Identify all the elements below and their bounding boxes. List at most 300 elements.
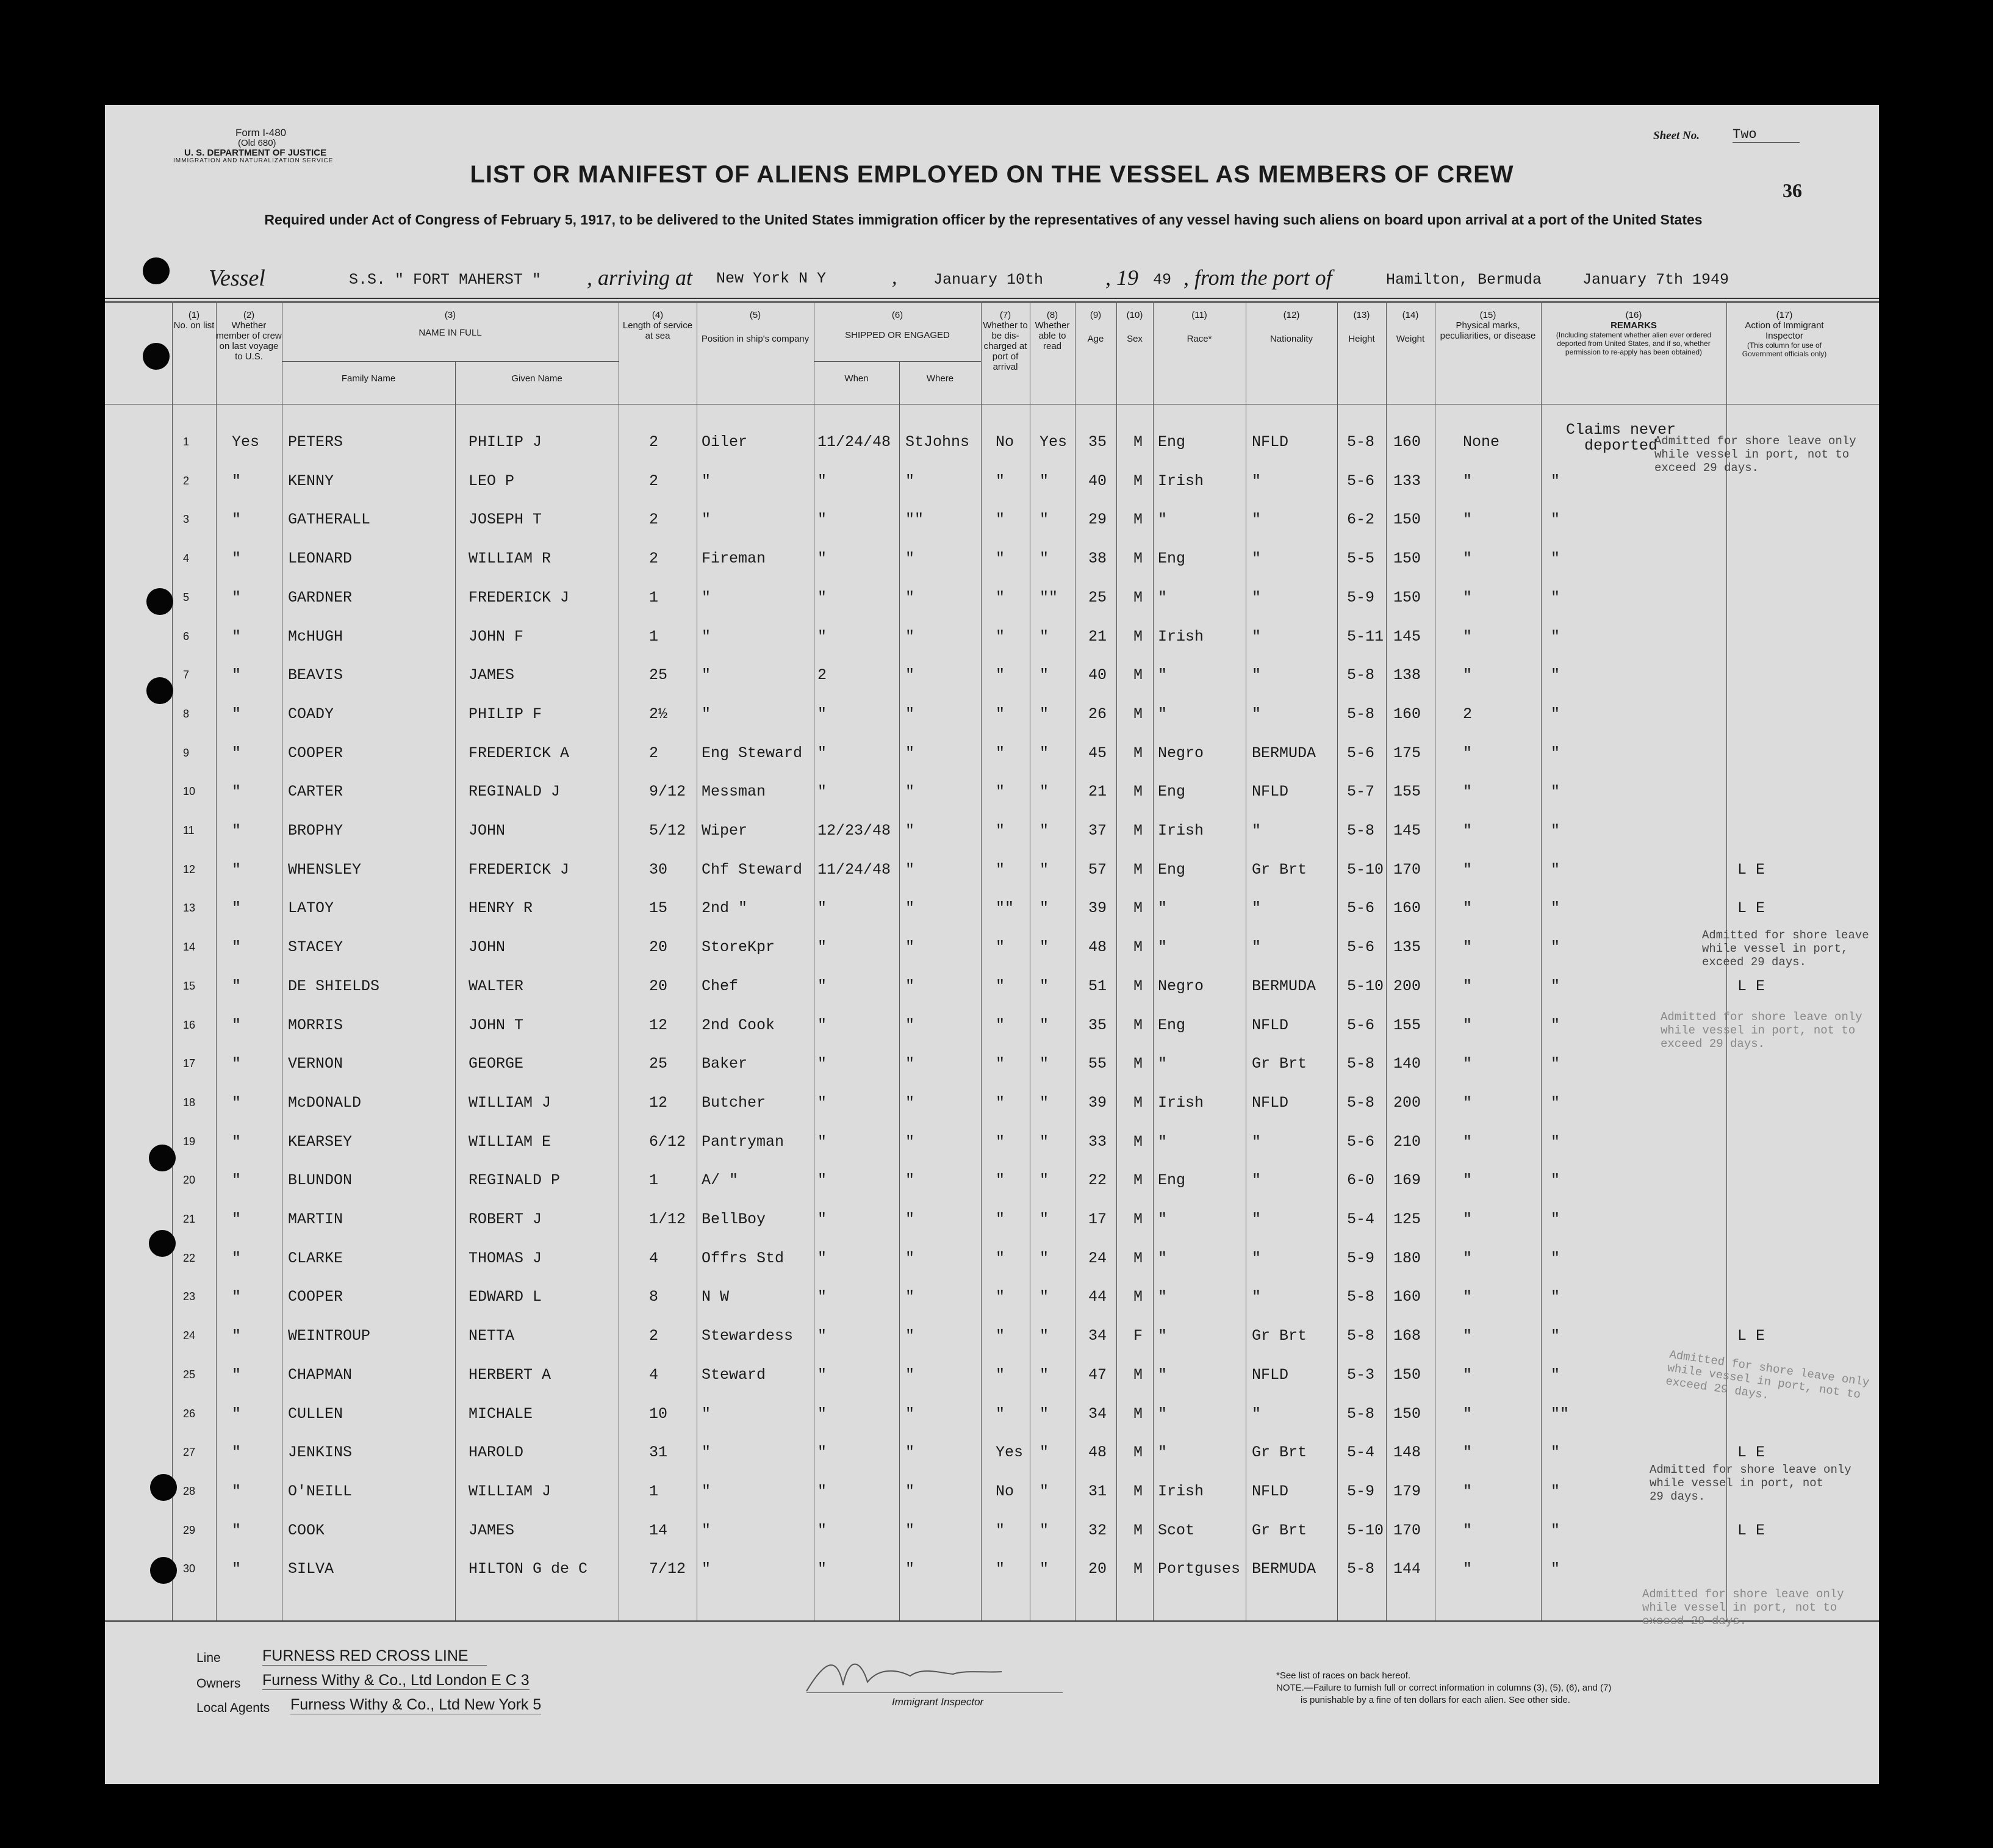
cell-nat: ": [1252, 899, 1262, 917]
cell-last: ": [232, 977, 242, 995]
cell-position: Messman: [702, 783, 766, 800]
cell-weight: 145: [1393, 822, 1421, 840]
cell-action: L E: [1737, 1327, 1765, 1345]
cell-where: ": [905, 1016, 915, 1034]
cell-position: N W: [702, 1288, 730, 1306]
cell-family: KENNY: [288, 472, 334, 490]
cell-service: 1: [649, 628, 659, 645]
binder-hole: [143, 257, 170, 284]
cell-weight: 150: [1393, 589, 1421, 606]
cell-sex: M: [1133, 589, 1143, 606]
cell-read: ": [1040, 1016, 1049, 1034]
cell-race: ": [1158, 705, 1168, 723]
cell-nat: ": [1252, 589, 1262, 606]
cell-service: 12: [649, 1016, 668, 1034]
cell-age: 32: [1088, 1522, 1107, 1539]
cell-where: ": [905, 1560, 915, 1578]
cell-read: ": [1040, 1094, 1049, 1112]
cell-age: 39: [1088, 1094, 1107, 1112]
cell-sex: M: [1133, 1483, 1143, 1500]
cell-service: 2: [649, 433, 659, 451]
cell-weight: 135: [1393, 938, 1421, 956]
cell-race: ": [1158, 1249, 1168, 1267]
cell-marks: ": [1463, 589, 1473, 606]
cell-n: 25: [183, 1368, 196, 1381]
cell-given: GEORGE: [469, 1055, 524, 1073]
cell-n: 11: [183, 824, 195, 836]
penalty-note-cont: is punishable by a fine of ten dollars for each alien. See other side.: [1301, 1695, 1570, 1705]
cell-read: ": [1040, 861, 1049, 879]
cell-weight: 145: [1393, 628, 1421, 645]
cell-when: ": [817, 1522, 827, 1539]
cell-where: ": [905, 861, 915, 879]
cell-race: ": [1158, 1055, 1168, 1073]
cell-n: 15: [183, 980, 196, 992]
cell-service: 20: [649, 938, 668, 956]
cell-service: 20: [649, 977, 668, 995]
cell-weight: 150: [1393, 511, 1421, 528]
cell-marks: ": [1463, 472, 1473, 490]
cell-n: 20: [183, 1174, 196, 1186]
cell-dis: ": [996, 938, 1005, 956]
cell-service: 9/12: [649, 783, 686, 800]
cell-age: 35: [1088, 1016, 1107, 1034]
cell-where: ": [905, 1210, 915, 1228]
cell-last: ": [232, 511, 242, 528]
cell-weight: 170: [1393, 861, 1421, 879]
vessel-label: Vessel: [209, 265, 265, 291]
cell-given: HAROLD: [469, 1444, 524, 1461]
cell-read: ": [1040, 1055, 1049, 1073]
cell-marks: ": [1463, 783, 1473, 800]
cell-given: FREDERICK A: [469, 744, 570, 762]
cell-height: 5-8: [1347, 705, 1375, 723]
cell-last: ": [232, 472, 242, 490]
form-old: (Old 680): [238, 138, 276, 148]
cell-age: 55: [1088, 1055, 1107, 1073]
cell-sex: M: [1133, 1055, 1143, 1073]
arrival-date: January 10th: [933, 271, 1044, 289]
cell-dis: ": [996, 1133, 1005, 1151]
cell-weight: 150: [1393, 550, 1421, 567]
binder-hole: [150, 1474, 177, 1501]
col-13-header: (13) Height: [1348, 310, 1375, 344]
cell-when: ": [817, 1171, 827, 1189]
cell-last: ": [232, 1366, 242, 1384]
cell-dis: ": [996, 1522, 1005, 1539]
cell-dis: ": [996, 977, 1005, 995]
cell-height: 5-6: [1347, 744, 1375, 762]
cell-marks: ": [1463, 1366, 1473, 1384]
cell-given: LEO P: [469, 472, 515, 490]
cell-race: Portguses: [1158, 1560, 1241, 1578]
cell-when: 12/23/48: [817, 822, 891, 840]
cell-position: Oiler: [702, 433, 748, 451]
cell-when: ": [817, 1133, 827, 1151]
cell-service: 1: [649, 1171, 659, 1189]
cell-marks: ": [1463, 1560, 1473, 1578]
col-1-header: (1) No. on list: [173, 310, 215, 331]
cell-n: 10: [183, 785, 196, 797]
manifest-page: Form I-480 (Old 680) U. S. DEPARTMENT OF JUSTICE IMMIGRATION AND NATURALIZATION SERVICE Sheet No. Two 36 LIST OR MANIFEST OF ALIENS EMPLOYED ON THE VESSEL AS MEMBERS OF CREW Required under Act of Congress of February 5, 1917, to be delivered to the United States immigration officer by the representatives of any vessel having such aliens on board upon arrival at a port of the United States Vessel S.S. " FORT MAHERST " , arriving at New York N Y , January 10th , 19 49 , from the port of Hamilton, Bermuda January 7th 1949 (1) No. on list (2) Whether member of crew on last voyage to U.S. (3) NAME IN FULL Family Name Given Name (4) Length of service at sea (5) Position in ship's company (6) SHIPPED OR ENGAGED When Where (7) Whether to be dis-charged at port of arrival (8) Whether able to read (9) Age (10) Sex (11) Race* (12) Nationality (13) Height (14) Weight (15) Physical marks, peculiarities, or disease (16) REMARKS (Including statement whether alien ever ordered deported from United States, and if so, whether permission to re-apply has been obtained) (17) Action of Immigrant Inspector (This column for use of Government officials only) 1 Yes PETERS PHILIP J 2 Oiler 11/24/48 StJohns No Yes 35 M Eng NFLD 5-8 160 None Claims never deported 2 " KENNY LEO P 2 " " " " " 40 M Irish " 5-6 133 " " 3 " GATHERALL JOSEPH T 2 " " "" " " 29 M " " 6-2 150 " " 4 " LEONARD WILLIAM R 2 Fireman " " " " 38 M Eng " 5-5 150 " " 5 " GARDNER FREDERICK J 1 " " " " "" 25 M " " 5-9 150 " " 6 " McHUGH JOHN F 1 " " " " " 21 M Irish " 5-11 145 " " 7 " BEAVIS JAMES 25 " 2 " " " 40 M " " 5-8 138 " " 8 " COADY PHILIP F 2½ " " " " " 26 M " " 5-8 160 2 " 9 " COOPER FREDERICK A 2 Eng Steward " " " " 45 M Negro BERMUDA 5-6 175 " " 10 " CARTER REGINALD J 9/12 Messman " " " " 21 M Eng NFLD 5-7 155 " " 11 " BROPHY JOHN 5/12 Wiper 12/23/48 " " " 37 M Irish " 5-8 145 " " 12 " WHENSLEY FREDERICK J 30 Chf Steward 11/24/48 " " " 57 M Eng Gr Brt 5-10 170 " " L E 13 " LATOY HENRY R 15 2nd " " " "" " 39 M " " 5-6 160 " " L E 14 " STACEY JOHN 20 StoreKpr " " " " 48 M " " 5-6 135 " " 15 " DE SHIELDS WALTER 20 Chef " " " " 51 M Negro BERMUDA 5-10 200 " " L E 16 " MORRIS JOHN T 12 2nd Cook " " " " 35 M Eng NFLD 5-6 155 " " 17 " VERNON GEORGE 25 Baker " " " " 55 M " Gr Brt 5-8 140 " " 18 " McDONALD WILLIAM J 12 Butcher " " " " 39 M Irish NFLD 5-8 200 " " 19 " KEARSEY WILLIAM E 6/12 Pantryman " " " " 33 M " " 5-6 210 " " 20 " BLUNDON REGINALD P 1 A/ " " " " " 22 M Eng " 6-0 169 " " 21 " MARTIN ROBERT J 1/12 BellBoy " " " " 17 M " " 5-4 125 " " 22 " CLARKE THOMAS J 4 Offrs Std " " " " 24 M " " 5-9 180 " " 23 " COOPER EDWARD L 8 N W " " " " 44 M " " 5-8 160 " " 24 " WEINTROUP NETTA 2 Stewardess " " " " 34 F " Gr Brt 5-8 168 " " L E 25 " CHAPMAN HERBERT A 4 Steward " " " " 47 M " NFLD 5-3 150 " " 26 " CULLEN MICHALE 10 " " " " " 34 M " " 5-8 150 " "" 27 " JENKINS HAROLD 31 " " " Yes " 48 M " Gr Brt 5-4 148 " " L E 28 " O'NEILL WILLIAM J 1 " " " No " 31 M Irish NFLD 5-9 179 " " 29 " COOK JAMES 14 " " " " " 32 M Scot Gr Brt 5-10 170 " " L E 30 " SILVA HILTON G de C 7/12 " " " " " 20 M Portguses BERMUDA 5-8 144 " " Admitted for shore leave only while vessel in port, not to exceed 29 days. Admitted for shore leave while vessel in port, exceed 29 days. Admitted for shore leave only while vessel in port, not to exceed 29 days. Admitted for shore leave only while vessel in port, not to exceed 29 days. Admitted for shore leave only while vessel in port, not 29 days. Admitted for shore leave only while vessel in port, not to exceed 29 days. Line FURNESS RED CROSS LINE Owners Furness Withy & Co., Ltd London E C 3 Local Agents Furness Withy & Co., Ltd New York 5 Immigrant Inspector *See list of races on back hereof. NOTE.—Failure to furnish full or correct information in columns (3), (5), (6), and (7) is punishable by a fine of ten dollars for each alien. See other side.: [105, 105, 1879, 1784]
cell-when: ": [817, 1094, 827, 1112]
cell-n: 2: [183, 475, 190, 487]
cell-weight: 150: [1393, 1405, 1421, 1423]
cell-given: FREDERICK J: [469, 589, 570, 606]
col-6-header: (6) SHIPPED OR ENGAGED: [845, 310, 950, 340]
cell-service: 6/12: [649, 1133, 686, 1151]
cell-marks: None: [1463, 433, 1500, 451]
cell-remarks: ": [1551, 1133, 1560, 1151]
cell-where: ": [905, 705, 915, 723]
cell-family: PETERS: [288, 433, 343, 451]
cell-when: ": [817, 1327, 827, 1345]
cell-nat: NFLD: [1252, 1094, 1289, 1112]
cell-race: ": [1158, 1405, 1168, 1423]
cell-position: Steward: [702, 1366, 766, 1384]
cell-marks: ": [1463, 550, 1473, 567]
cell-age: 40: [1088, 666, 1107, 684]
cell-nat: ": [1252, 1210, 1262, 1228]
departure-date: January 7th 1949: [1582, 271, 1729, 289]
cell-given: HENRY R: [469, 899, 533, 917]
cell-height: 5-8: [1347, 1327, 1375, 1345]
cell-age: 24: [1088, 1249, 1107, 1267]
cell-age: 26: [1088, 705, 1107, 723]
cell-given: MICHALE: [469, 1405, 533, 1423]
cell-age: 39: [1088, 899, 1107, 917]
cell-family: CULLEN: [288, 1405, 343, 1423]
cell-age: 21: [1088, 783, 1107, 800]
cell-position: 2nd Cook: [702, 1016, 775, 1034]
cell-sex: M: [1133, 744, 1143, 762]
cell-n: 3: [183, 513, 190, 525]
cell-action: L E: [1737, 1522, 1765, 1539]
cell-position: Wiper: [702, 822, 748, 840]
cell-race: Scot: [1158, 1522, 1195, 1539]
cell-height: 5-9: [1347, 1483, 1375, 1500]
cell-height: 5-10: [1347, 861, 1384, 879]
cell-read: ": [1040, 1522, 1049, 1539]
cell-remarks: ": [1551, 977, 1560, 995]
cell-family: COADY: [288, 705, 334, 723]
cell-when: ": [817, 628, 827, 645]
cell-last: ": [232, 1327, 242, 1345]
cell-dis: ": [996, 1094, 1005, 1112]
arrival-year: 49: [1153, 271, 1172, 289]
cell-nat: NFLD: [1252, 1366, 1289, 1384]
cell-given: PHILIP J: [469, 433, 542, 451]
cell-service: 4: [649, 1249, 659, 1267]
cell-family: BEAVIS: [288, 666, 343, 684]
cell-when: ": [817, 1288, 827, 1306]
cell-family: McHUGH: [288, 628, 343, 645]
cell-where: ": [905, 1288, 915, 1306]
cell-age: 29: [1088, 511, 1107, 528]
cell-height: 6-0: [1347, 1171, 1375, 1189]
cell-family: GARDNER: [288, 589, 353, 606]
cell-n: 9: [183, 747, 190, 759]
cell-remarks: ": [1551, 1171, 1560, 1189]
cell-height: 5-11: [1347, 628, 1384, 645]
cell-n: 29: [183, 1524, 196, 1536]
cell-age: 21: [1088, 628, 1107, 645]
cell-read: ": [1040, 1133, 1049, 1151]
cell-when: ": [817, 1366, 827, 1384]
cell-read: ": [1040, 550, 1049, 567]
cell-dis: ": [996, 550, 1005, 567]
cell-read: ": [1040, 822, 1049, 840]
cell-age: 38: [1088, 550, 1107, 567]
cell-last: ": [232, 550, 242, 567]
cell-last: ": [232, 1016, 242, 1034]
cell-service: 2: [649, 511, 659, 528]
cell-height: 5-8: [1347, 1094, 1375, 1112]
cell-remarks: ": [1551, 744, 1560, 762]
cell-action: L E: [1737, 977, 1765, 995]
cell-height: 5-8: [1347, 822, 1375, 840]
cell-last: ": [232, 822, 242, 840]
year-prefix: , 19: [1105, 265, 1138, 290]
cell-service: 4: [649, 1366, 659, 1384]
cell-read: ": [1040, 1444, 1049, 1461]
cell-where: ": [905, 744, 915, 762]
cell-given: WILLIAM J: [469, 1094, 551, 1112]
cell-sex: M: [1133, 433, 1143, 451]
cell-race: Eng: [1158, 433, 1186, 451]
cell-n: 12: [183, 863, 196, 875]
cell-read: ": [1040, 783, 1049, 800]
cell-position: Chef: [702, 977, 739, 995]
from-port: Hamilton, Bermuda: [1386, 271, 1542, 289]
cell-n: 16: [183, 1019, 196, 1031]
cell-position: Baker: [702, 1055, 748, 1073]
cell-position: Offrs Std: [702, 1249, 785, 1267]
cell-sex: M: [1133, 1171, 1143, 1189]
cell-sex: M: [1133, 628, 1143, 645]
cell-age: 51: [1088, 977, 1107, 995]
cell-when: ": [817, 1249, 827, 1267]
cell-race: ": [1158, 938, 1168, 956]
cell-nat: BERMUDA: [1252, 744, 1316, 762]
cell-family: KEARSEY: [288, 1133, 353, 1151]
shore-leave-stamp: Admitted for shore leave only while vessel in port, not to exceed 29 days.: [1661, 1010, 1862, 1051]
cell-nat: Gr Brt: [1252, 861, 1307, 879]
cell-position: ": [702, 1560, 711, 1578]
cell-when: 11/24/48: [817, 433, 891, 451]
cell-family: JENKINS: [288, 1444, 353, 1461]
cell-n: 21: [183, 1213, 196, 1225]
cell-sex: M: [1133, 1133, 1143, 1151]
cell-n: 5: [183, 591, 190, 603]
cell-position: Chf Steward: [702, 861, 803, 879]
cell-family: COOK: [288, 1522, 325, 1539]
cell-service: 7/12: [649, 1560, 686, 1578]
cell-sex: M: [1133, 1210, 1143, 1228]
cell-family: VERNON: [288, 1055, 343, 1073]
cell-service: 15: [649, 899, 668, 917]
cell-position: Stewardess: [702, 1327, 794, 1345]
manifest-subtitle: Required under Act of Congress of February 5, 1917, to be delivered to the United States immigration officer by the representatives of any vessel having such aliens on board upon arrival at a port of the United States: [264, 212, 1703, 228]
cell-where: ": [905, 899, 915, 917]
cell-race: ": [1158, 1288, 1168, 1306]
cell-when: ": [817, 783, 827, 800]
shore-leave-stamp: Admitted for shore leave only while vessel in port, not to exceed 29 days.: [1665, 1348, 1870, 1403]
races-note: *See list of races on back hereof.: [1276, 1670, 1411, 1681]
cell-remarks: ": [1551, 628, 1560, 645]
cell-dis: ": [996, 589, 1005, 606]
cell-position: ": [702, 1522, 711, 1539]
cell-marks: ": [1463, 511, 1473, 528]
cell-family: MORRIS: [288, 1016, 343, 1034]
cell-when: ": [817, 977, 827, 995]
cell-marks: ": [1463, 1094, 1473, 1112]
col-15-header: (15) Physical marks, peculiarities, or disease: [1440, 310, 1536, 341]
cell-where: ": [905, 1249, 915, 1267]
cell-remarks: ": [1551, 705, 1560, 723]
cell-marks: ": [1463, 1171, 1473, 1189]
cell-age: 37: [1088, 822, 1107, 840]
cell-service: 1/12: [649, 1210, 686, 1228]
cell-position: A/ ": [702, 1171, 739, 1189]
cell-marks: ": [1463, 1249, 1473, 1267]
col-4-header: (4) Length of service at sea: [622, 310, 693, 341]
cell-family: CLARKE: [288, 1249, 343, 1267]
col-16-header: (16) REMARKS (Including statement whether alien ever ordered deported from United States, and if so, whether permission to re-apply has been obtained): [1556, 310, 1712, 356]
cell-where: ": [905, 1133, 915, 1151]
cell-read: ": [1040, 1249, 1049, 1267]
cell-sex: M: [1133, 1366, 1143, 1384]
cell-marks: ": [1463, 822, 1473, 840]
cell-when: ": [817, 550, 827, 567]
cell-remarks: ": [1551, 1210, 1560, 1228]
cell-last: ": [232, 1210, 242, 1228]
cell-race: Irish: [1158, 1483, 1204, 1500]
cell-given: FREDERICK J: [469, 861, 570, 879]
cell-sex: M: [1133, 1249, 1143, 1267]
cell-marks: ": [1463, 1016, 1473, 1034]
cell-n: 23: [183, 1290, 196, 1303]
cell-remarks: ": [1551, 1444, 1560, 1461]
cell-marks: ": [1463, 1288, 1473, 1306]
cell-service: 5/12: [649, 822, 686, 840]
cell-nat: ": [1252, 550, 1262, 567]
cell-weight: 175: [1393, 744, 1421, 762]
cell-when: ": [817, 1483, 827, 1500]
cell-given: WILLIAM J: [469, 1483, 551, 1500]
cell-last: ": [232, 1055, 242, 1073]
cell-remarks: ": [1551, 511, 1560, 528]
cell-last: ": [232, 938, 242, 956]
cell-weight: 160: [1393, 899, 1421, 917]
cell-n: 27: [183, 1446, 196, 1458]
cell-service: 2: [649, 550, 659, 567]
cell-sex: M: [1133, 550, 1143, 567]
binder-hole: [150, 1557, 177, 1584]
cell-sex: M: [1133, 1405, 1143, 1423]
cell-when: ": [817, 1016, 827, 1034]
cell-n: 19: [183, 1135, 196, 1148]
cell-read: "": [1040, 589, 1058, 606]
arriving-port: New York N Y: [716, 270, 827, 287]
cell-n: 14: [183, 941, 196, 953]
cell-where: ": [905, 1522, 915, 1539]
cell-n: 4: [183, 552, 190, 564]
shore-leave-stamp: Admitted for shore leave only while vessel in port, not to exceed 29 days.: [1642, 1587, 1844, 1628]
arriving-label: , arriving at: [587, 265, 693, 290]
cell-weight: 150: [1393, 1366, 1421, 1384]
cell-position: Fireman: [702, 550, 766, 567]
cell-given: PHILIP F: [469, 705, 542, 723]
cell-dis: ": [996, 861, 1005, 879]
cell-when: ": [817, 705, 827, 723]
cell-dis: ": [996, 1560, 1005, 1578]
inspector-label: Immigrant Inspector: [892, 1696, 984, 1708]
col-2-header: (2) Whether member of crew on last voyage to U.S.: [216, 310, 282, 362]
cell-weight: 138: [1393, 666, 1421, 684]
cell-height: 5-10: [1347, 1522, 1384, 1539]
cell-where: ": [905, 589, 915, 606]
cell-remarks: ": [1551, 938, 1560, 956]
cell-dis: ": [996, 1055, 1005, 1073]
cell-read: ": [1040, 1327, 1049, 1345]
cell-height: 5-6: [1347, 1016, 1375, 1034]
cell-marks: 2: [1463, 705, 1473, 723]
cell-given: EDWARD L: [469, 1288, 542, 1306]
cell-race: ": [1158, 511, 1168, 528]
cell-where: ": [905, 783, 915, 800]
cell-sex: M: [1133, 1016, 1143, 1034]
cell-where: ": [905, 1444, 915, 1461]
cell-where: StJohns: [905, 433, 970, 451]
cell-position: ": [702, 1405, 711, 1423]
agents-label: Local Agents: [196, 1701, 270, 1715]
binder-hole: [149, 1145, 176, 1171]
cell-read: ": [1040, 1405, 1049, 1423]
col-17-header: (17) Action of Immigrant Inspector (This column for use of Government officials only): [1742, 310, 1827, 358]
cell-given: JOHN T: [469, 1016, 524, 1034]
cell-position: ": [702, 511, 711, 528]
cell-position: Pantryman: [702, 1133, 785, 1151]
cell-given: THOMAS J: [469, 1249, 542, 1267]
cell-where: ": [905, 628, 915, 645]
cell-read: ": [1040, 666, 1049, 684]
cell-position: ": [702, 1444, 711, 1461]
cell-service: 1: [649, 589, 659, 606]
cell-marks: ": [1463, 1405, 1473, 1423]
cell-nat: ": [1252, 628, 1262, 645]
cell-remarks: ": [1551, 472, 1560, 490]
cell-nat: NFLD: [1252, 1016, 1289, 1034]
cell-nat: ": [1252, 1133, 1262, 1151]
cell-dis: No: [996, 433, 1014, 451]
cell-nat: ": [1252, 1171, 1262, 1189]
cell-race: ": [1158, 1444, 1168, 1461]
cell-nat: NFLD: [1252, 1483, 1289, 1500]
cell-sex: M: [1133, 899, 1143, 917]
cell-remarks: ": [1551, 899, 1560, 917]
cell-last: ": [232, 1171, 242, 1189]
cell-where: ": [905, 1171, 915, 1189]
cell-given: WALTER: [469, 977, 524, 995]
cell-race: ": [1158, 666, 1168, 684]
binder-hole: [146, 677, 173, 704]
cell-family: BLUNDON: [288, 1171, 353, 1189]
cell-age: 44: [1088, 1288, 1107, 1306]
cell-read: ": [1040, 744, 1049, 762]
cell-last: ": [232, 1444, 242, 1461]
cell-where: ": [905, 977, 915, 995]
